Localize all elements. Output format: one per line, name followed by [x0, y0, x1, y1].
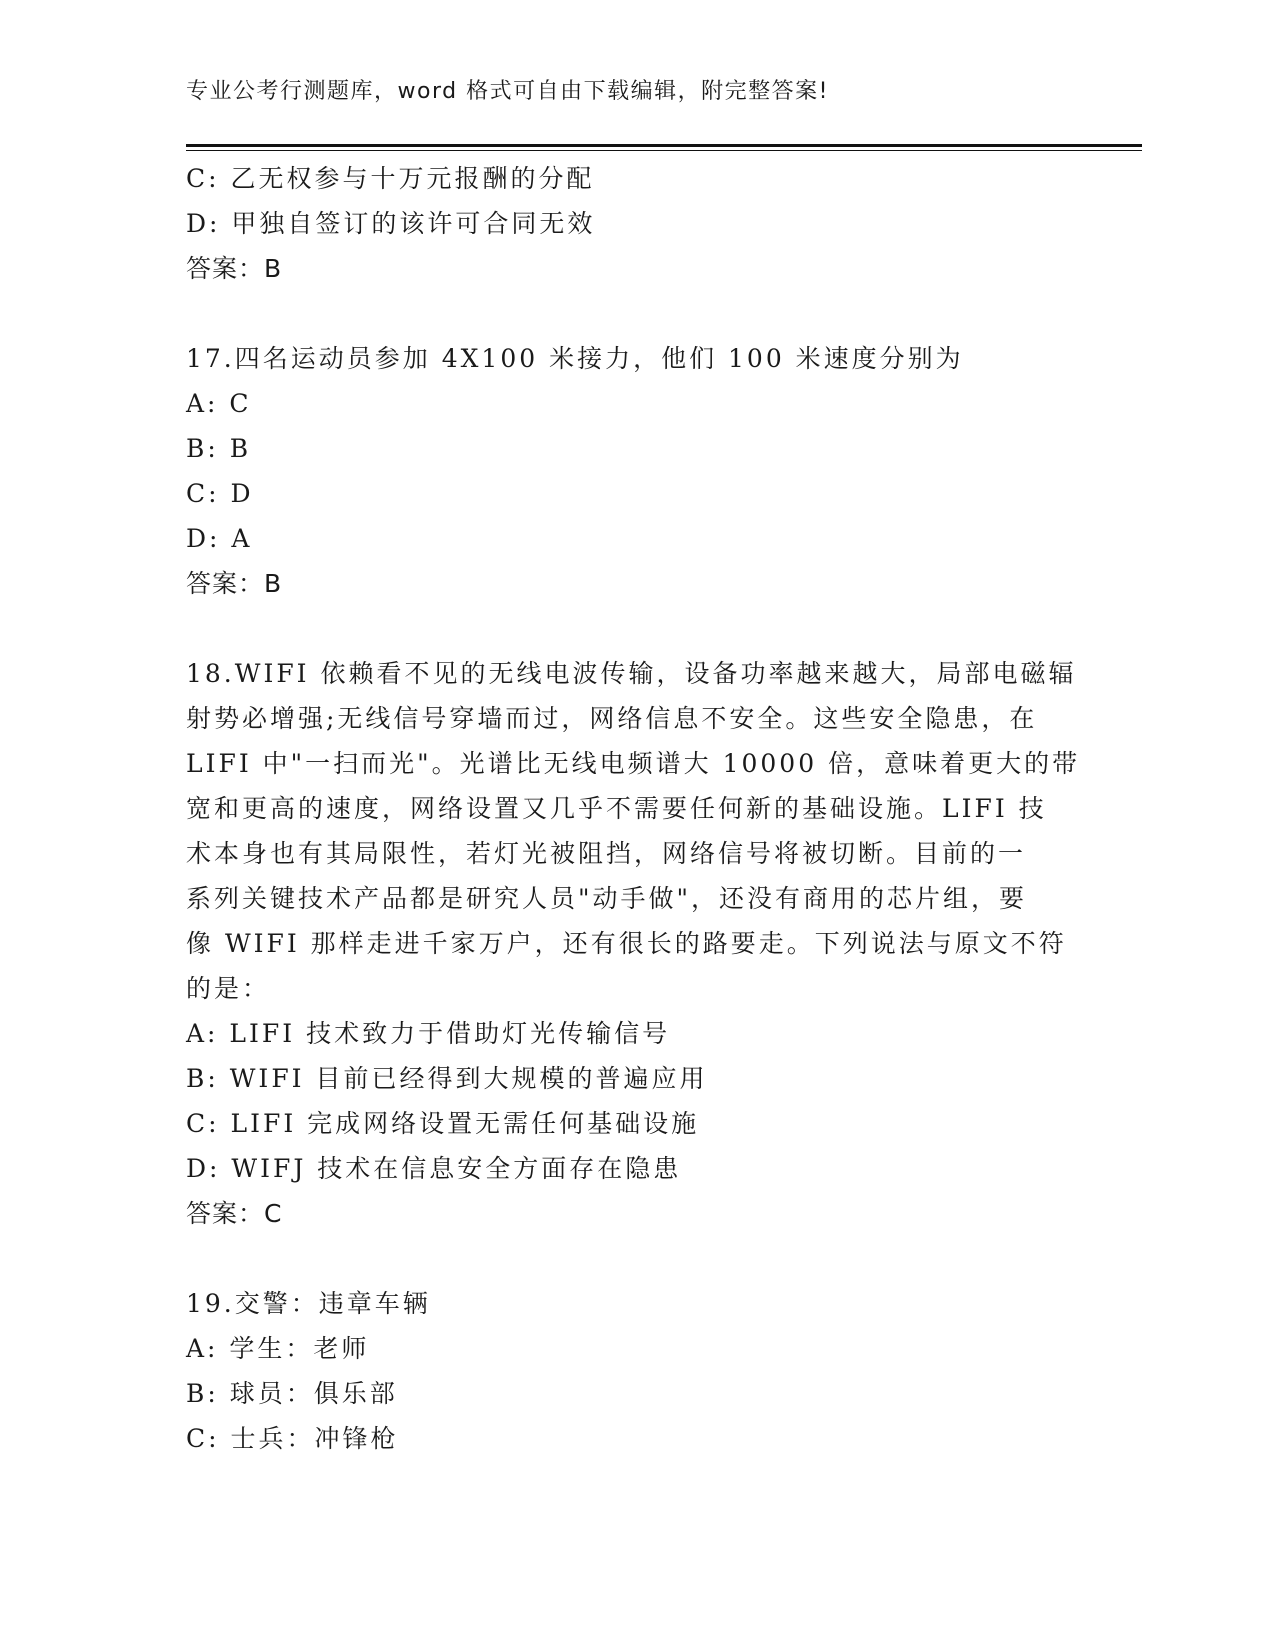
option-a: A: LIFI 技术致力于借助灯光传输信号 [186, 1019, 671, 1048]
question-18 [186, 651, 1086, 1236]
option-b: B: 球员：俱乐部 [186, 1379, 398, 1408]
header-rule-thick [186, 144, 1142, 147]
option-c: C: 士兵：冲锋枪 [186, 1424, 399, 1453]
header-rule-thin [186, 150, 1142, 151]
answer-line: 答案：B [186, 569, 283, 598]
question-stem: 19.交警：违章车辆 [186, 1289, 431, 1318]
stem-line: 的是： [186, 974, 271, 1003]
spacer [186, 606, 1086, 651]
option-b: B: B [186, 434, 252, 463]
stem-line: 像 WIFI 那样走进千家万户，还有很长的路要走。下列说法与原文不符 [186, 929, 1067, 958]
question-content [186, 156, 1086, 1461]
stem-line: 宽和更高的速度，网络设置又几乎不需要任何新的基础设施。LIFI 技 [186, 794, 1047, 823]
question-19 [186, 1281, 1086, 1461]
stem-line: 射势必增强;无线信号穿墙而过，网络信息不安全。这些安全隐患，在 [186, 704, 1038, 733]
option-d: D: 甲独自签订的该许可合同无效 [186, 209, 596, 238]
option-c: C: 乙无权参与十万元报酬的分配 [186, 164, 595, 193]
option-d: D: A [186, 524, 253, 553]
spacer [186, 1236, 1086, 1281]
question-16 [186, 156, 1086, 291]
option-a: A: 学生：老师 [186, 1334, 370, 1363]
option-c: C: D [186, 479, 254, 508]
question-stem: 17.四名运动员参加 4X100 米接力，他们 100 米速度分别为 [186, 344, 964, 373]
page-header: 专业公考行测题库，word 格式可自由下载编辑，附完整答案! [186, 79, 829, 104]
option-d: D: WIFJ 技术在信息安全方面存在隐患 [186, 1154, 682, 1183]
option-a: A: C [186, 389, 252, 418]
stem-line: 系列关键技术产品都是研究人员"动手做"，还没有商用的芯片组，要 [186, 884, 1028, 913]
option-c: C: LIFI 完成网络设置无需任何基础设施 [186, 1109, 700, 1138]
option-b: B: WIFI 目前已经得到大规模的普遍应用 [186, 1064, 708, 1093]
spacer [186, 291, 1086, 336]
stem-line: 18.WIFI 依赖看不见的无线电波传输，设备功率越来越大，局部电磁辐 [186, 659, 1077, 688]
question-stem [186, 651, 1086, 1011]
stem-line: LIFI 中"一扫而光"。光谱比无线电频谱大 10000 倍，意味着更大的带 [186, 749, 1081, 778]
stem-line: 术本身也有其局限性，若灯光被阻挡，网络信号将被切断。目前的一 [186, 839, 1027, 868]
question-17 [186, 336, 1086, 606]
answer-line: 答案：B [186, 254, 283, 283]
answer-line: 答案：C [186, 1199, 283, 1228]
